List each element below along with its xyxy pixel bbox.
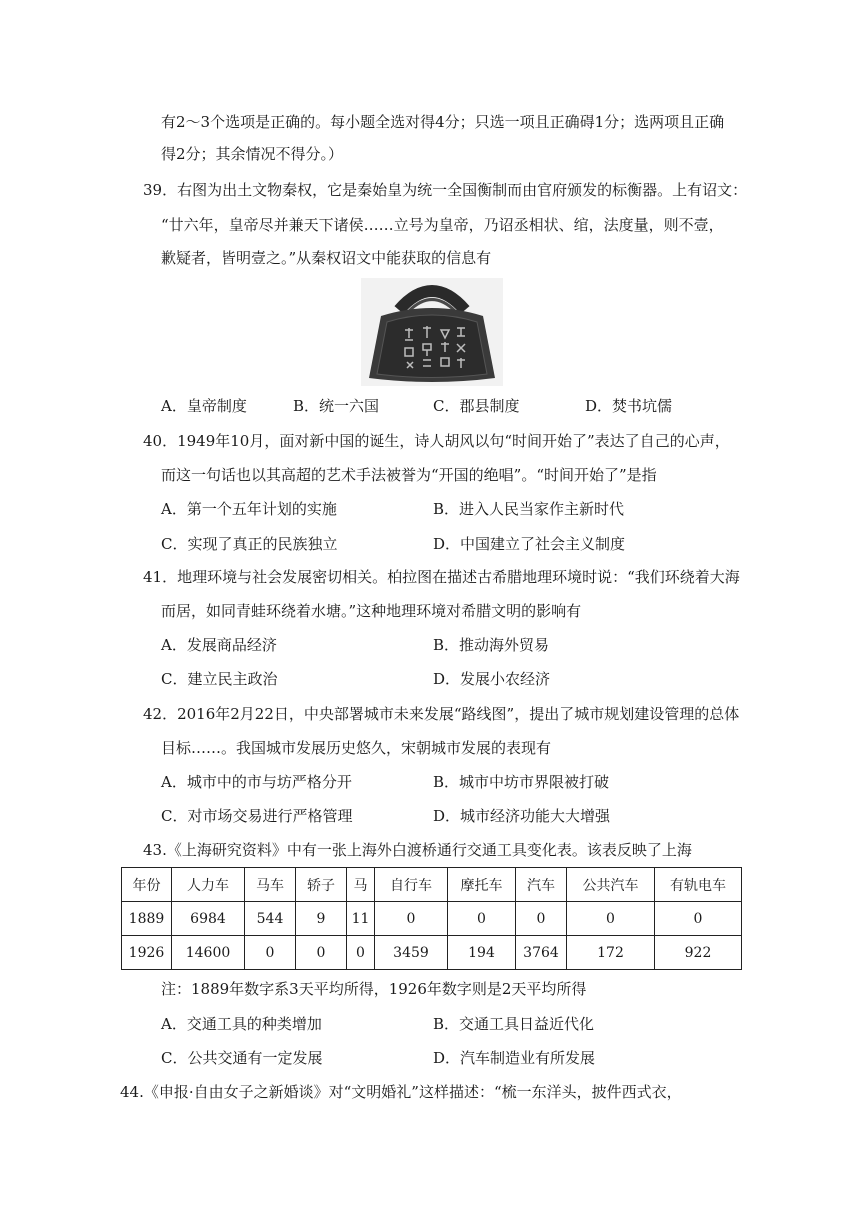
instructions-line-1: 有2～3个选项是正确的。每小题全选对得4分；只选一项且正确碍1分；选两项且正确: [161, 113, 725, 131]
q40-option-b: B．进入人民当家作主新时代: [433, 500, 625, 518]
table-cell: 194: [448, 936, 516, 970]
table-header-cell: 轿子: [296, 868, 347, 902]
q41-stem-line-2: 而居，如同青蛙环绕着水塘。”这种地理环境对希腊文明的影响有: [161, 602, 582, 620]
table-cell: 0: [516, 902, 567, 936]
instructions-line-2: 得2分；其余情况不得分。）: [161, 145, 344, 163]
q40-stem-line-2: 而这一句话也以其高超的艺术手法被誉为“开国的绝唱”。“时间开始了”是指: [161, 466, 657, 484]
table-cell: 0: [655, 902, 742, 936]
table-cell: 922: [655, 936, 742, 970]
table-cell: 3459: [375, 936, 448, 970]
table-header-cell: 汽车: [516, 868, 567, 902]
q41-option-c: C．建立民主政治: [161, 670, 278, 688]
table-cell: 1889: [122, 902, 172, 936]
q43-option-d: D．汽车制造业有所发展: [433, 1049, 596, 1067]
table-cell: 0: [245, 936, 296, 970]
q43-option-c: C．公共交通有一定发展: [161, 1049, 323, 1067]
q39-option-b: B．统一六国: [293, 397, 380, 415]
q41-stem-line-1: 41．地理环境与社会发展密切相关。柏拉图在描述古希腊地理环境时说：“我们环绕着大海: [143, 568, 740, 586]
table-cell: 172: [567, 936, 655, 970]
q41-option-d: D．发展小农经济: [433, 670, 551, 688]
q39-stem-line-3: 歉疑者，皆明壹之。”从秦权诏文中能获取的信息有: [161, 249, 492, 267]
table-cell: 11: [347, 902, 375, 936]
table-header-cell: 马: [347, 868, 375, 902]
table-cell: 1926: [122, 936, 172, 970]
table-header-cell: 公共汽车: [567, 868, 655, 902]
q42-option-c: C．对市场交易进行严格管理: [161, 807, 353, 825]
table-cell: 3764: [516, 936, 567, 970]
q40-stem-line-1: 40．1949年10月，面对新中国的诞生，诗人胡风以句“时间开始了”表达了自己的心声，: [143, 432, 730, 450]
table-header-row: [122, 868, 742, 902]
q40-option-d: D．中国建立了社会主义制度: [433, 535, 626, 553]
table-header-cell: 摩托车: [448, 868, 516, 902]
q44-stem-line-1: 44.《申报·自由女子之新婚谈》对“文明婚礼”这样描述：“梳一东洋头，披件西式衣，: [120, 1083, 682, 1101]
q41-option-b: B．推动海外贸易: [433, 636, 550, 654]
table-row: [122, 902, 742, 936]
table-row: [122, 936, 742, 970]
table-cell: 0: [347, 936, 375, 970]
table-cell: 9: [296, 902, 347, 936]
table-header-cell: 自行车: [375, 868, 448, 902]
q39-option-d: D．焚书坑儒: [585, 397, 673, 415]
q43-stem-line-1: 43.《上海研究资料》中有一张上海外白渡桥通行交通工具变化表。该表反映了上海: [143, 841, 692, 859]
q41-option-a: A．发展商品经济: [161, 636, 277, 654]
q42-stem-line-1: 42．2016年2月22日，中央部署城市未来发展“路线图”，提出了城市规划建设管理的总体: [143, 705, 740, 723]
vehicle-traffic-table: [121, 867, 742, 970]
table-header-cell: 马车: [245, 868, 296, 902]
q42-option-b: B．城市中坊市界限被打破: [433, 773, 610, 791]
table-cell: 0: [296, 936, 347, 970]
q43-option-b: B．交通工具日益近代化: [433, 1015, 595, 1033]
q39-option-a: A．皇帝制度: [161, 397, 247, 415]
table-header-cell: 有轨电车: [655, 868, 742, 902]
q40-option-c: C．实现了真正的民族独立: [161, 535, 338, 553]
table-header-cell: 人力车: [172, 868, 245, 902]
table-cell: 0: [448, 902, 516, 936]
q43-table-note: 注：1889年数字系3天平均所得，1926年数字则是2天平均所得: [161, 980, 587, 998]
qin-weight-image: [361, 278, 503, 386]
q42-option-d: D．城市经济功能大大增强: [433, 807, 611, 825]
q39-stem-line-2: “廿六年，皇帝尽并兼天下诸侯……立号为皇帝，乃诏丞相状、绾，法度量，则不壹，: [161, 216, 724, 234]
table-cell: 0: [567, 902, 655, 936]
table-header-cell: 年份: [122, 868, 172, 902]
table-cell: 14600: [172, 936, 245, 970]
table-cell: 544: [245, 902, 296, 936]
q42-option-a: A．城市中的市与坊严格分开: [161, 773, 352, 791]
q40-option-a: A．第一个五年计划的实施: [161, 500, 337, 518]
q43-option-a: A．交通工具的种类增加: [161, 1015, 322, 1033]
table-cell: 0: [375, 902, 448, 936]
q42-stem-line-2: 目标……。我国城市发展历史悠久，宋朝城市发展的表现有: [161, 739, 552, 757]
q39-option-c: C．郡县制度: [433, 397, 520, 415]
q39-stem-line-1: 39．右图为出土文物秦权，它是秦始皇为统一全国衡制而由官府颁发的标衡器。上有诏文：: [143, 181, 748, 199]
table-cell: 6984: [172, 902, 245, 936]
